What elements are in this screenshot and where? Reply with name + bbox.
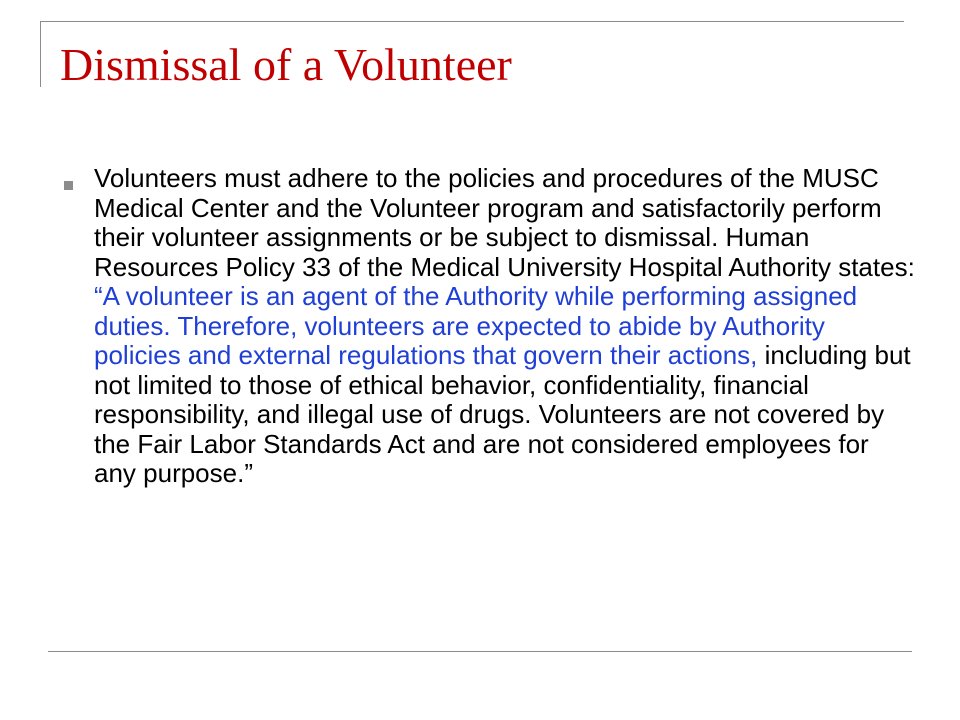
bullet-list bbox=[64, 164, 916, 489]
paragraph-intro: Volunteers must adhere to the policies and procedures of the MUSC Medical Center and the Volunteer program and satisfactorily perform their volunteer assignments or be subject to dismissal. Human Resources Policy 33 of the Medical University Hospital Authority states: bbox=[94, 163, 915, 282]
quote-highlight: “A volunteer is an agent of the Authority while performing assigned duties. Therefore, volunteers are expected to abide by Authority policies and external regulations that govern their actions, bbox=[94, 281, 858, 370]
bottom-border-rule bbox=[48, 651, 912, 652]
square-bullet-icon bbox=[64, 181, 73, 190]
top-border-rule bbox=[40, 21, 904, 22]
slide-title: Dismissal of a Volunteer bbox=[60, 39, 512, 90]
quote-rest: including but not limited to those of ethical behavior, confidentiality, financial responsibility, and illegal use of drugs. Volunteers are not covered by the Fair Labor Standards Act and are not considered employees for any purpose.” bbox=[94, 340, 911, 488]
bullet-item bbox=[64, 164, 916, 489]
left-border-rule bbox=[40, 21, 41, 87]
